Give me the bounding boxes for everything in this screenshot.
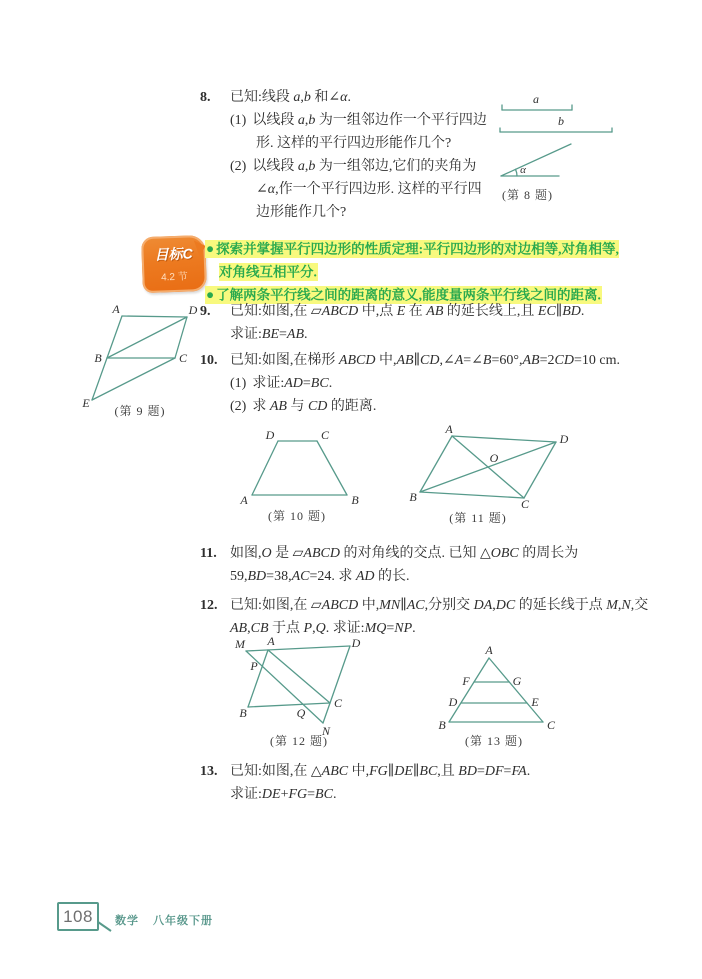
- problem-number: 9.: [200, 304, 211, 319]
- figure-13: [435, 645, 610, 737]
- line-AD: [452, 436, 556, 442]
- label-G: G: [512, 674, 522, 688]
- problem-11-text: 如图,O 是 ▱ABCD 的对角线的交点. 已知 △OBC 的周长为 59,BD=38,AC=24. 求 AD 的长.: [230, 546, 579, 584]
- label-C: C: [178, 351, 188, 365]
- label-B: B: [239, 706, 247, 720]
- problem-number: 12.: [200, 598, 218, 613]
- problem-number: 10.: [200, 353, 218, 368]
- problem-number: 13.: [200, 764, 218, 779]
- diagonal-AC: [268, 650, 330, 703]
- figure-8-caption: (第 8 题): [502, 188, 553, 202]
- figure-8: [495, 88, 645, 188]
- goal-badge-section: 4.2 节: [160, 271, 188, 284]
- label-B: B: [409, 490, 417, 504]
- line-DA: [252, 441, 278, 495]
- item-text: 求证:AD=BC.: [252, 376, 333, 391]
- figure-10: [225, 430, 380, 510]
- goal-badge: [141, 235, 207, 293]
- problem-13-line1: 已知:如图,在 △ABC 中,FG∥DE∥BC,且 BD=DF=FA.: [230, 764, 531, 779]
- line-CB: [317, 441, 347, 495]
- bullet-icon: ●: [206, 287, 215, 302]
- label-A: A: [112, 302, 120, 316]
- figure-13-drawing: [435, 645, 610, 737]
- label-A: A: [485, 643, 493, 657]
- label-b: b: [558, 114, 564, 128]
- figure-12-drawing: [235, 636, 435, 736]
- angle-arc: [516, 169, 518, 176]
- problem-10-item-2: [230, 395, 652, 418]
- label-E: E: [82, 396, 90, 410]
- page-number: 108: [57, 902, 99, 931]
- problem-9: [200, 300, 652, 346]
- label-N: N: [321, 724, 331, 738]
- problem-10-intro: 已知:如图,在梯形 ABCD 中,AB∥CD,∠A=∠B=60°,AB=2CD=10 cm.: [230, 353, 620, 368]
- item-text: 求 AB 与 CD 的距离.: [252, 399, 377, 414]
- label-alpha: α: [520, 164, 526, 176]
- label-F: F: [462, 674, 470, 688]
- goal-badge-title: 目标C: [154, 245, 193, 263]
- bullet-icon: ●: [206, 241, 215, 256]
- line-BA: [420, 436, 452, 492]
- line-CB: [420, 492, 524, 498]
- figure-11-caption: (第 11 题): [449, 511, 507, 525]
- label-A: A: [445, 422, 453, 436]
- problem-10-item-1: [230, 372, 652, 395]
- line-DCN: [323, 646, 350, 723]
- page-number-tail: [97, 920, 115, 934]
- line-MAD: [246, 646, 350, 651]
- label-D: D: [351, 636, 361, 650]
- line-AB: [449, 658, 489, 722]
- label-E: E: [531, 695, 539, 709]
- label-P: P: [250, 659, 258, 673]
- objective-text: 了解两条平行线之间的距离的意义,能度量两条平行线之间的距离.: [216, 287, 601, 302]
- problem-8-item-2: [230, 155, 495, 224]
- label-Q: Q: [296, 706, 306, 720]
- label-C: C: [520, 497, 530, 511]
- label-D: D: [448, 695, 458, 709]
- objective-text: 探索并掌握平行四边形的性质定理:平行四边形的对边相等,对角相等,对角线互相平分.: [216, 241, 619, 279]
- footer-subject: 数学: [115, 915, 139, 927]
- problem-13: [200, 760, 652, 806]
- label-C: C: [333, 696, 343, 710]
- label-C: C: [320, 428, 330, 442]
- figure-12-caption: (第 12 题): [270, 734, 328, 748]
- item-text: 以线段 a,b 为一组邻边作一个平行四边形. 这样的平行四边形能作几个?: [252, 113, 487, 151]
- label-O: O: [489, 451, 499, 465]
- label-D: D: [559, 432, 569, 446]
- label-M: M: [235, 637, 245, 651]
- label-D: D: [265, 428, 275, 442]
- problem-10: [200, 349, 652, 418]
- footer-volume: 八年级下册: [153, 915, 213, 927]
- label-C: C: [546, 718, 556, 732]
- figure-9-drawing: [75, 303, 210, 411]
- item-label: (1): [230, 376, 247, 391]
- problem-number: 8.: [200, 90, 211, 105]
- figure-10-caption: (第 10 题): [268, 509, 326, 523]
- problem-11: [200, 542, 652, 588]
- label-D: D: [188, 303, 198, 317]
- label-a: a: [533, 92, 539, 106]
- label-B: B: [438, 718, 446, 732]
- problem-9-line2: 求证:BE=AB.: [230, 327, 308, 342]
- item-label: (2): [230, 159, 247, 174]
- objective-item: [205, 237, 629, 283]
- item-label: (2): [230, 399, 247, 414]
- label-A: A: [240, 493, 248, 507]
- line-AD: [122, 316, 187, 317]
- item-label: (1): [230, 113, 247, 128]
- figure-10-drawing: [225, 430, 380, 510]
- line-AC: [489, 658, 543, 722]
- label-B: B: [351, 493, 359, 507]
- figure-11-drawing: [405, 424, 620, 509]
- line-DC: [524, 442, 556, 498]
- diagonal-BD: [420, 442, 556, 492]
- problem-8-intro: 已知:线段 a,b 和∠α.: [230, 90, 351, 105]
- figure-12: [235, 636, 435, 736]
- problem-13-line2: 求证:DE+FG=BC.: [230, 787, 337, 802]
- figure-9: [75, 303, 210, 411]
- problem-8: [200, 86, 500, 224]
- angle-slanted-ray: [501, 144, 571, 176]
- figure-9-caption: (第 9 题): [114, 404, 166, 418]
- line-BC: [248, 703, 330, 707]
- item-text: 以线段 a,b 为一组邻边,它们的夹角为∠α,作一个平行四边形. 这样的平行四边形能作几个?: [252, 159, 482, 220]
- figure-11: [405, 424, 620, 509]
- label-B: B: [94, 351, 102, 365]
- figure-13-caption: (第 13 题): [465, 734, 523, 748]
- label-A: A: [267, 634, 275, 648]
- figure-8-drawing: [495, 88, 645, 188]
- problem-12-text: 已知:如图,在 ▱ABCD 中,MN∥AC,分别交 DA,DC 的延长线于点 M,N,交 AB,CB 于点 P,Q. 求证:MQ=NP.: [230, 598, 649, 636]
- objectives-list: [205, 237, 629, 306]
- footer-text: [115, 912, 213, 928]
- problem-number: 11.: [200, 546, 217, 561]
- problem-9-line1: 已知:如图,在 ▱ABCD 中,点 E 在 AB 的延长线上,且 EC∥BD.: [230, 304, 585, 319]
- problem-8-item-1: [230, 109, 495, 155]
